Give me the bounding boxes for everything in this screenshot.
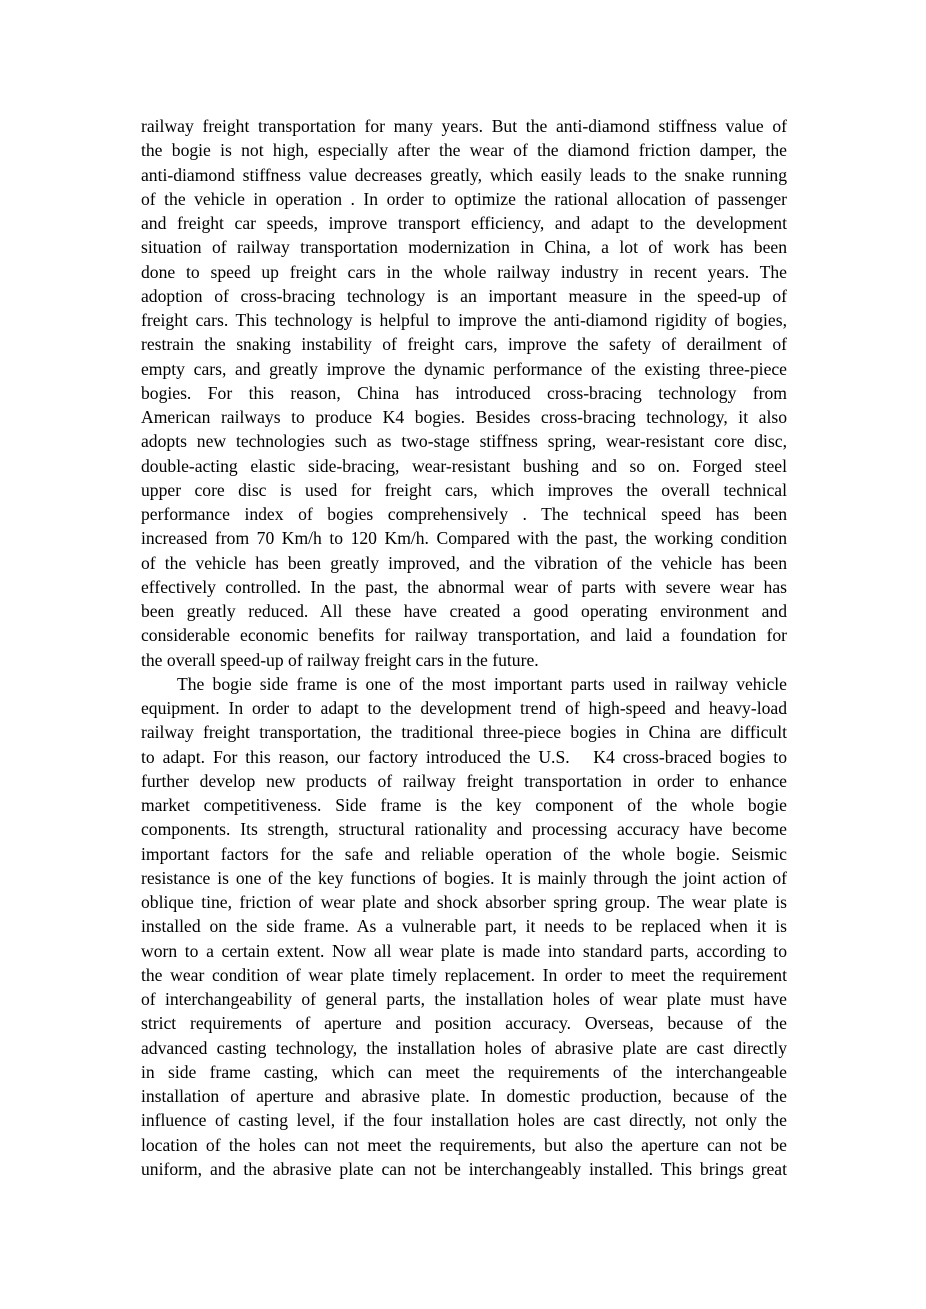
text-line: location of the holes can not meet the requirements, but also the aperture can not be — [141, 1134, 787, 1155]
text-line: equipment. In order to adapt to the development trend of high-speed and heavy-load — [141, 698, 787, 718]
text-line: American railways to produce K4 bogies. Besides cross-bracing technology, it also — [141, 407, 787, 427]
text-line: oblique tine, friction of wear plate and shock absorber spring group. The wear plate is — [141, 892, 787, 912]
text-line: the bogie is not high, especially after the wear of the diamond friction damper, the — [141, 140, 787, 161]
text-line: adopts new technologies such as two-stage stiffness spring, wear-resistant core disc, — [141, 431, 787, 452]
text-line: freight cars. This technology is helpful to improve the anti-diamond rigidity of bogies, — [141, 310, 787, 330]
text-line: of the vehicle has been greatly improved, and the vibration of the vehicle has been — [141, 552, 787, 573]
text-line: bogies. For this reason, China has introduced cross-bracing technology from — [141, 382, 787, 403]
document-page — [141, 114, 787, 1181]
text-line: situation of railway transportation modernization in China, a lot of work has been — [141, 237, 787, 258]
text-line: the overall speed-up of railway freight cars in the future. — [141, 649, 539, 670]
text-line: railway freight transportation for many years. But the anti-diamond stiffness value of — [141, 116, 787, 136]
text-line: installation of aperture and abrasive plate. In domestic production, because of the — [141, 1086, 787, 1106]
text-line: in side frame casting, which can meet the requirements of the interchangeable — [141, 1061, 787, 1082]
text-line: components. Its strength, structural rationality and processing accuracy have become — [141, 819, 787, 840]
text-line: been greatly reduced. All these have created a good operating environment and — [141, 601, 787, 621]
text-line: and freight car speeds, improve transport efficiency, and adapt to the development — [141, 213, 787, 233]
paragraph — [141, 114, 787, 672]
text-line: advanced casting technology, the installation holes of abrasive plate are cast directly — [141, 1037, 787, 1058]
text-line: considerable economic benefits for railway transportation, and laid a foundation for — [141, 625, 787, 646]
text-line: the wear condition of wear plate timely replacement. In order to meet the requirement — [141, 964, 787, 985]
text-line: resistance is one of the key functions of bogies. It is mainly through the joint action of — [141, 867, 787, 888]
text-line: empty cars, and greatly improve the dynamic performance of the existing three-piece — [141, 358, 787, 379]
text-line: increased from 70 Km/h to 120 Km/h. Compared with the past, the working condition — [141, 528, 787, 549]
paragraph — [141, 672, 787, 1181]
text-line: upper core disc is used for freight cars, which improves the overall technical — [141, 479, 787, 500]
text-line: restrain the snaking instability of freight cars, improve the safety of derailment of — [141, 334, 787, 355]
text-line: done to speed up freight cars in the whole railway industry in recent years. The — [141, 261, 787, 282]
text-line: important factors for the safe and reliable operation of the whole bogie. Seismic — [141, 843, 787, 864]
text-line: adoption of cross-bracing technology is an important measure in the speed-up of — [141, 285, 787, 306]
text-line: of the vehicle in operation . In order to optimize the rational allocation of passenger — [141, 188, 787, 209]
text-line: uniform, and the abrasive plate can not be interchangeably installed. This brings great — [141, 1158, 787, 1179]
text-line: double-acting elastic side-bracing, wear-resistant bushing and so on. Forged steel — [141, 455, 787, 476]
text-line: to adapt. For this reason, our factory introduced the U.S. K4 cross-braced bogies to — [141, 746, 787, 767]
text-line: further develop new products of railway freight transportation in order to enhance — [141, 770, 787, 791]
text-line: anti-diamond stiffness value decreases greatly, which easily leads to the snake running — [141, 164, 787, 185]
text-line: market competitiveness. Side frame is the key component of the whole bogie — [141, 795, 787, 815]
text-line: performance index of bogies comprehensively . The technical speed has been — [141, 504, 787, 524]
text-line: worn to a certain extent. Now all wear plate is made into standard parts, according to — [141, 940, 787, 961]
text-line: strict requirements of aperture and position accuracy. Overseas, because of the — [141, 1013, 787, 1034]
text-line: influence of casting level, if the four installation holes are cast directly, not only the — [141, 1110, 787, 1131]
text-line: of interchangeability of general parts, the installation holes of wear plate must have — [141, 989, 787, 1009]
text-line: railway freight transportation, the traditional three-piece bogies in China are difficult — [141, 722, 787, 743]
text-line: The bogie side frame is one of the most important parts used in railway vehicle — [177, 673, 787, 694]
text-line: installed on the side frame. As a vulnerable part, it needs to be replaced when it is — [141, 916, 787, 937]
text-line: effectively controlled. In the past, the abnormal wear of parts with severe wear has — [141, 576, 787, 597]
